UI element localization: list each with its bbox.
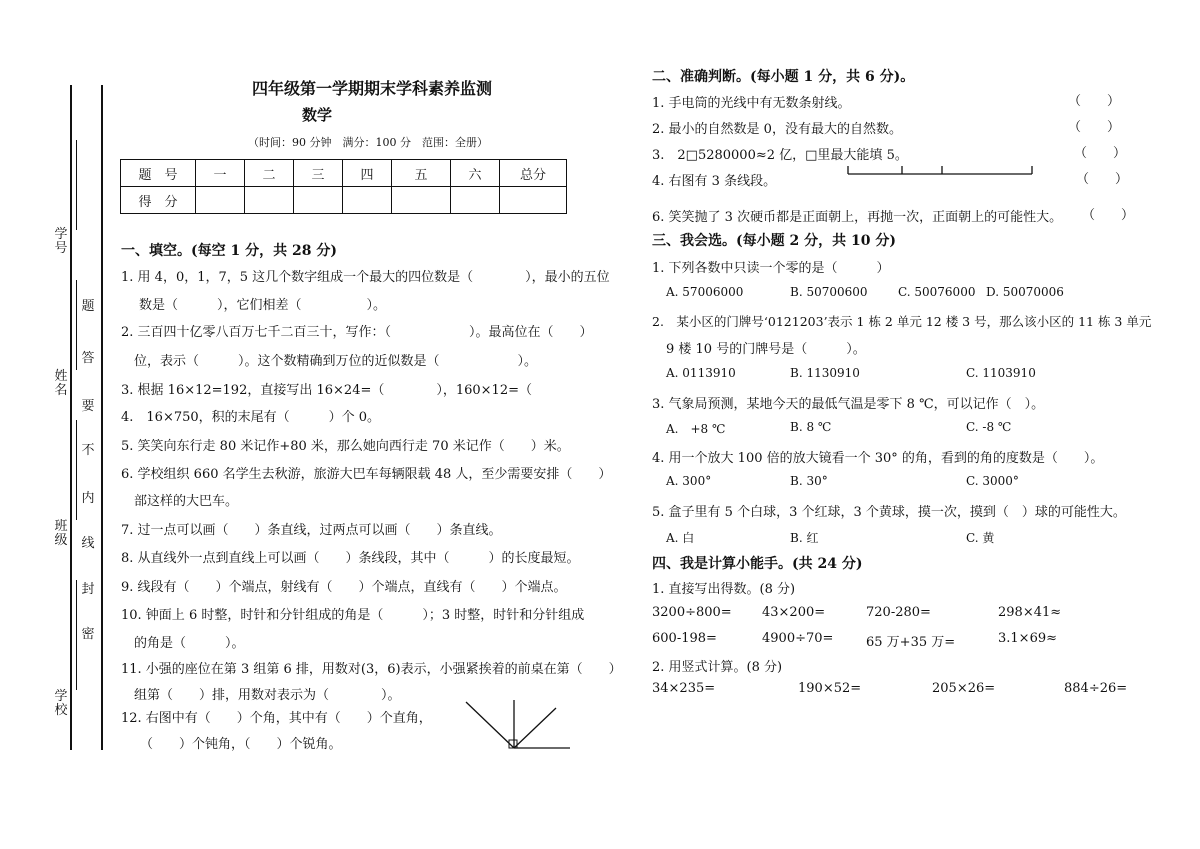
- score-header-cell: 二: [245, 160, 294, 187]
- school-label: 学校: [54, 689, 68, 718]
- score-header-cell: 六: [451, 160, 500, 187]
- section1-title: 一、填空。(每空 1 分，共 28 分): [121, 243, 337, 259]
- choice-option[interactable]: C. 黄: [966, 531, 995, 545]
- page-title: 四年级第一学期期末学科素养监测: [252, 79, 493, 98]
- question-line: 11. 小强的座位在第 3 组第 6 排，用数对(3，6)表示，小强紧挨着的前桌在第（ ）: [121, 662, 622, 677]
- binding-line-inner: [101, 85, 103, 750]
- judge-item: 1. 手电筒的光线中有无数条射线。: [652, 96, 851, 111]
- question-line: 12. 右图中有（ ）个角，其中有（ ）个直角，: [121, 711, 432, 726]
- choice-option[interactable]: A. 0113910: [666, 366, 736, 380]
- calc-item: 4900÷70=: [762, 631, 834, 646]
- class-underline: [76, 420, 77, 520]
- choice-question: 5. 盒子里有 5 个白球，3 个红球，3 个黄球，摸一次，摸到（ ）球的可能性大。: [652, 505, 1126, 520]
- choice-option[interactable]: A. 300°: [666, 474, 712, 488]
- score-header-cell: 四: [343, 160, 392, 187]
- question-line: 的角是（ ）。: [134, 636, 245, 651]
- question-line: 3. 根据 16×12=192，直接写出 16×24=（ ），160×12=（: [121, 383, 532, 398]
- class-label: 班级: [54, 519, 68, 548]
- choice-option[interactable]: D. 50070006: [986, 285, 1064, 299]
- segment-figure: [846, 160, 1036, 180]
- warning-char: 要: [81, 399, 95, 414]
- question-line: 7. 过一点可以画（ ）条直线，过两点可以画（ ）条直线。: [121, 523, 502, 538]
- score-input-cell[interactable]: [294, 187, 343, 214]
- score-header-cell: 三: [294, 160, 343, 187]
- warning-char: 线: [81, 536, 95, 551]
- judge-item: 3. 2□5280000≈2 亿，□里最大能填 5。: [652, 148, 908, 163]
- calc-item: 3.1×69≈: [998, 631, 1058, 646]
- calc-item: 298×41≈: [998, 605, 1062, 620]
- section3-title: 三、我会选。(每小题 2 分，共 10 分): [652, 233, 896, 249]
- calc-item: 65 万+35 万=: [866, 635, 956, 650]
- choice-option[interactable]: A. +8 ℃: [666, 422, 726, 436]
- choice-question: 1. 下列各数中只读一个零的是（ ）: [652, 261, 890, 276]
- choice-option[interactable]: C. 3000°: [966, 474, 1019, 488]
- calc-item: 600-198=: [652, 631, 717, 646]
- score-header-cell: 题 号: [121, 160, 196, 187]
- id-underline: [76, 140, 77, 230]
- calc-item: 884÷26=: [1064, 681, 1128, 696]
- choice-option[interactable]: B. 50700600: [790, 285, 868, 299]
- score-input-cell[interactable]: [451, 187, 500, 214]
- subsection-title: 2. 用竖式计算。(8 分): [652, 660, 783, 675]
- score-input-cell[interactable]: [196, 187, 245, 214]
- calc-item: 43×200=: [762, 605, 826, 620]
- choice-question-cont: 9 楼 10 号的门牌号是（ ）。: [666, 342, 866, 357]
- angle-figure: [458, 698, 578, 758]
- score-input-cell[interactable]: [392, 187, 451, 214]
- question-line: 5. 笑笑向东行走 80 米记作+80 米，那么她向西行走 70 米记作（ ）米。: [121, 439, 570, 454]
- warning-char: 答: [81, 351, 95, 366]
- score-header-cell: 总分: [500, 160, 567, 187]
- question-line: 6. 学校组织 660 名学生去秋游，旅游大巴车每辆限载 48 人，至少需要安排（ ）: [121, 467, 612, 482]
- binding-line-outer: [70, 85, 72, 750]
- warning-char: 内: [81, 491, 95, 506]
- score-input-cell[interactable]: [500, 187, 567, 214]
- score-input-cell[interactable]: [245, 187, 294, 214]
- choice-option[interactable]: B. 30°: [790, 474, 828, 488]
- choice-option[interactable]: A. 57006000: [666, 285, 744, 299]
- judge-blank[interactable]: （ ）: [1076, 172, 1129, 187]
- calc-item: 190×52=: [798, 681, 862, 696]
- judge-blank[interactable]: （ ）: [1068, 120, 1121, 135]
- question-line: 9. 线段有（ ）个端点，射线有（ ）个端点，直线有（ ）个端点。: [121, 580, 567, 595]
- question-line: 部这样的大巴车。: [134, 494, 239, 509]
- question-line: 1. 用 4，0，1，7，5 这几个数字组成一个最大的四位数是（ ），最小的五位: [121, 270, 610, 285]
- warning-char: 封: [81, 582, 95, 597]
- choice-option[interactable]: C. 50076000: [898, 285, 976, 299]
- name-underline: [76, 280, 77, 370]
- score-header-cell: 一: [196, 160, 245, 187]
- section4-title: 四、我是计算小能手。(共 24 分): [652, 556, 863, 572]
- judge-blank[interactable]: （ ）: [1074, 146, 1127, 161]
- judge-item: 2. 最小的自然数是 0，没有最大的自然数。: [652, 122, 902, 137]
- question-line: 组第（ ）排，用数对表示为（ ）。: [134, 688, 401, 703]
- warning-char: 不: [81, 443, 95, 458]
- exam-info: （时间：90 分钟 满分：100 分 范围：全册）: [248, 136, 488, 149]
- calc-item: 3200÷800=: [652, 605, 732, 620]
- score-table: [120, 159, 567, 214]
- choice-option[interactable]: C. 1103910: [966, 366, 1036, 380]
- judge-item: 6. 笑笑抛了 3 次硬币都是正面朝上，再抛一次，正面朝上的可能性大。: [652, 210, 1063, 225]
- choice-option[interactable]: B. 红: [790, 531, 819, 545]
- calc-item: 34×235=: [652, 681, 716, 696]
- question-line: 4. 16×750，积的末尾有（ ）个 0。: [121, 410, 381, 425]
- question-line: 2. 三百四十亿零八百万七千二百三十，写作：（ ）。最高位在（ ）: [121, 325, 593, 340]
- warning-char: 密: [81, 627, 95, 642]
- choice-question: 2. 某小区的门牌号‘0121203’表示 1 栋 2 单元 12 楼 3 号，那么该小区的 11 栋 3 单元: [652, 314, 1152, 329]
- question-line: 10. 钟面上 6 时整，时针和分针组成的角是（ ）；3 时整，时针和分针组成: [121, 608, 585, 623]
- calc-item: 720-280=: [866, 605, 931, 620]
- judge-blank[interactable]: （ ）: [1068, 94, 1121, 109]
- subsection-title: 1. 直接写出得数。(8 分): [652, 582, 796, 597]
- choice-question: 3. 气象局预测，某地今天的最低气温是零下 8 ℃，可以记作（ ）。: [652, 397, 1045, 412]
- score-input-cell[interactable]: [343, 187, 392, 214]
- calc-item: 205×26=: [932, 681, 996, 696]
- name-label: 姓名: [54, 369, 68, 398]
- judge-blank[interactable]: （ ）: [1082, 208, 1135, 223]
- score-row-label: 得 分: [121, 187, 196, 214]
- judge-item: 4. 右图有 3 条线段。: [652, 174, 777, 189]
- choice-question: 4. 用一个放大 100 倍的放大镜看一个 30° 的角，看到的角的度数是（ ）。: [652, 451, 1104, 466]
- warning-char: 题: [81, 299, 95, 314]
- question-line: 数是（ ），它们相差（ ）。: [139, 298, 387, 313]
- section2-title: 二、准确判断。(每小题 1 分，共 6 分)。: [652, 69, 915, 85]
- choice-option[interactable]: C. -8 ℃: [966, 420, 1012, 434]
- school-underline: [76, 580, 77, 690]
- question-line: （ ）个钝角，（ ）个锐角。: [140, 737, 342, 752]
- question-line: 8. 从直线外一点到直线上可以画（ ）条线段，其中（ ）的长度最短。: [121, 551, 580, 566]
- choice-option[interactable]: A. 白: [666, 531, 695, 545]
- score-header-cell: 五: [392, 160, 451, 187]
- choice-option[interactable]: B. 8 ℃: [790, 420, 832, 434]
- question-line: 位，表示（ ）。这个数精确到万位的近似数是（ ）。: [134, 354, 538, 369]
- subject-title: 数学: [302, 106, 333, 124]
- choice-option[interactable]: B. 1130910: [790, 366, 860, 380]
- id-label: 学号: [54, 227, 68, 256]
